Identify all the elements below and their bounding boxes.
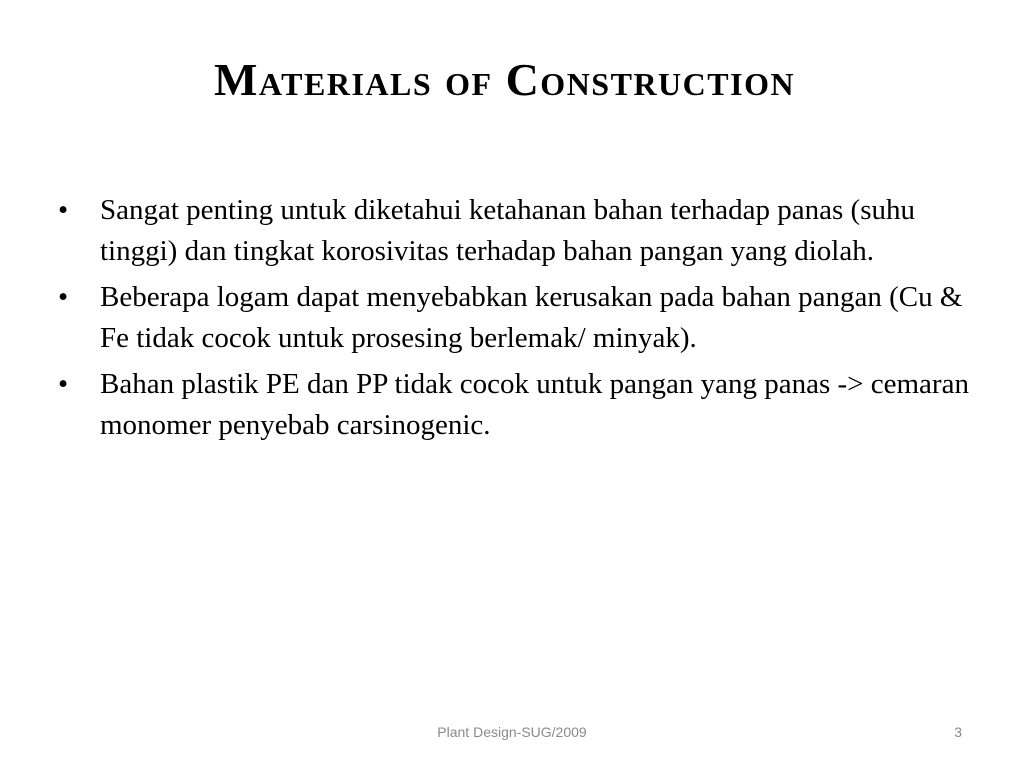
bullet-icon: •	[58, 281, 69, 313]
slide-footer	[0, 724, 1024, 744]
bullet-item	[58, 277, 978, 358]
bullet-text: Sangat penting untuk diketahui ketahanan bahan terhadap panas (suhu tinggi) dan tingkat korosivitas terhadap bahan pangan yang diolah.	[100, 194, 915, 267]
bullet-item	[58, 364, 978, 445]
bullet-icon: •	[58, 194, 69, 226]
bullet-list	[58, 190, 978, 451]
bullet-text: Beberapa logam dapat menyebabkan kerusakan pada bahan pangan (Cu & Fe tidak cocok untuk prosesing berlemak/ minyak).	[100, 281, 963, 354]
slide-title: Materials of Construction	[214, 54, 796, 105]
bullet-icon: •	[58, 368, 69, 400]
page-number: 3	[954, 724, 962, 740]
footer-text: Plant Design-SUG/2009	[437, 724, 587, 740]
bullet-item	[58, 190, 978, 271]
bullet-text: Bahan plastik PE dan PP tidak cocok untuk pangan yang panas -> cemaran monomer penyebab carsinogenic.	[100, 368, 969, 441]
